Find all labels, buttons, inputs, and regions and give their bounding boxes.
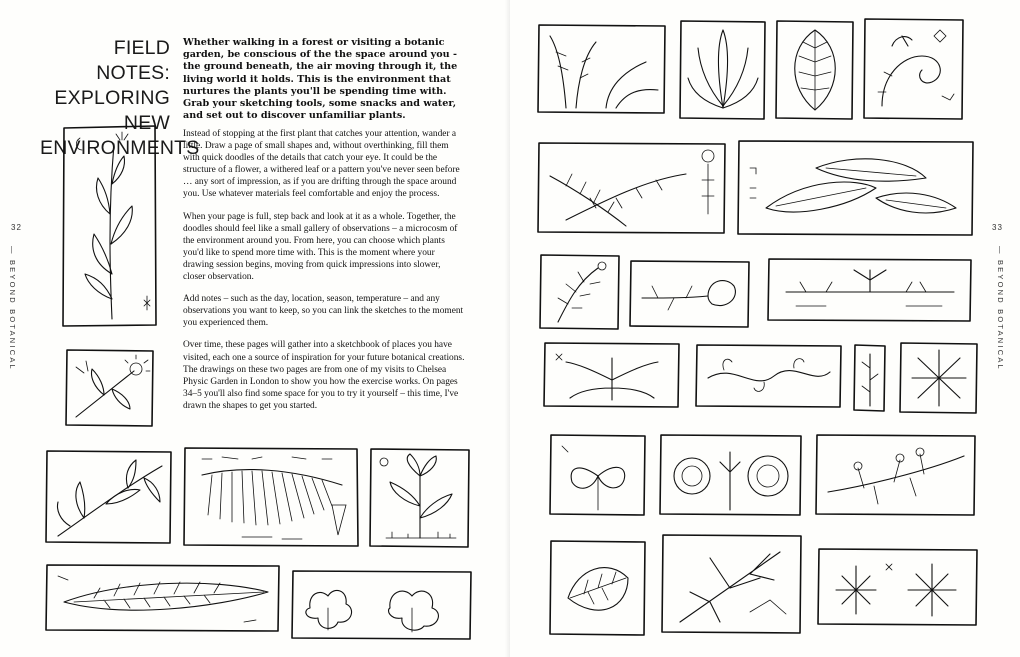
sketch-flower-heads (658, 432, 804, 518)
sketch-star-burst (898, 340, 980, 416)
sketch-dandelion (64, 347, 156, 429)
body-text (183, 128, 465, 422)
sketch-veined-leaf (548, 538, 648, 638)
sketch-agave (678, 18, 768, 122)
sketch-branching-flowers (814, 432, 978, 518)
title-line-1: FIELD NOTES: (96, 37, 170, 84)
sketch-tall-plant (60, 124, 158, 328)
title-line-2: EXPLORING NEW (54, 87, 170, 134)
sketch-fronds (536, 140, 728, 236)
sketch-star-leaves (816, 546, 980, 628)
page-number-left: 32 (11, 223, 22, 232)
body-paragraph-1: Instead of stopping at the first plant that catches your attention, wander a little. Draw a page of small shapes and, without overthinking, fill them with quick doodles of the details that catch your eye. It could be the structure of a flower, a withered leaf or a pattern you've never seen before … any sort of impression, as if you are drifting through the space around you. Use whatever materials feel comfortable and enjoy the process. (183, 129, 460, 200)
intro-paragraph: Whether walking in a forest or visiting a botanic garden, be conscious of the the space around you - the ground beneath, the air moving through it, the living world it holds. This is the environment that nurtures the plants you'll be spending time with. Grab your sketching tools, some snacks and water, and set out to discover unfamiliar plants. (183, 37, 458, 122)
sketch-curl-vine (694, 342, 844, 410)
sketch-bud (628, 258, 752, 330)
sketch-peony (548, 432, 648, 518)
sketch-broad-leaf (774, 18, 856, 122)
sketch-clover-leaves (290, 568, 474, 642)
running-head-left: — BEYOND BOTANICAL (8, 246, 17, 371)
title-line-3: ENVIRONMENTS (40, 137, 200, 159)
sketch-cannabis-leaf (542, 340, 682, 410)
page-number-right: 33 (992, 223, 1003, 232)
right-page (510, 0, 1020, 657)
body-paragraph-3: Add notes – such as the day, location, season, temperature – and any observations you want to keep, so you can link the sketches to the moment you experienced them. (183, 294, 464, 329)
sketch-sprig (538, 252, 622, 332)
body-paragraph-2: When your page is full, step back and look at it as a whole. Together, the doodles should feel like a small gallery of observations – a microcosm of the environment around you. From here, you can choose which plants you'd like to spend more time with. This is the moment where your drawing session begins, moving from quick impressions into slower, closer observation. (183, 211, 458, 283)
body-paragraph-4: Over time, these pages will gather into a sketchbook of places you have visited, each one a source of inspiration for your future botanical creations. The drawings on these two pages are from one of my visits to Chelsea Physic Garden in London to show you how the exercise works. On pages 34–5 you'll also find some space for you to try it yourself – this time, I've drawn the shapes to get you started. (183, 340, 465, 411)
sketch-large-leaves (736, 138, 976, 238)
sketch-vine-spiral (862, 16, 966, 122)
running-head-right: — BEYOND BOTANICAL (996, 246, 1005, 371)
sketch-narrow-sprig (852, 342, 888, 414)
sketch-grasses (536, 22, 668, 116)
sketch-branching-leaves (44, 448, 174, 546)
sketch-umbel (766, 256, 974, 324)
sketch-fern (182, 445, 360, 549)
sketch-flowering-plant (368, 446, 472, 550)
sketch-palm-fronds (660, 532, 804, 636)
sketch-long-leaf (44, 562, 282, 634)
